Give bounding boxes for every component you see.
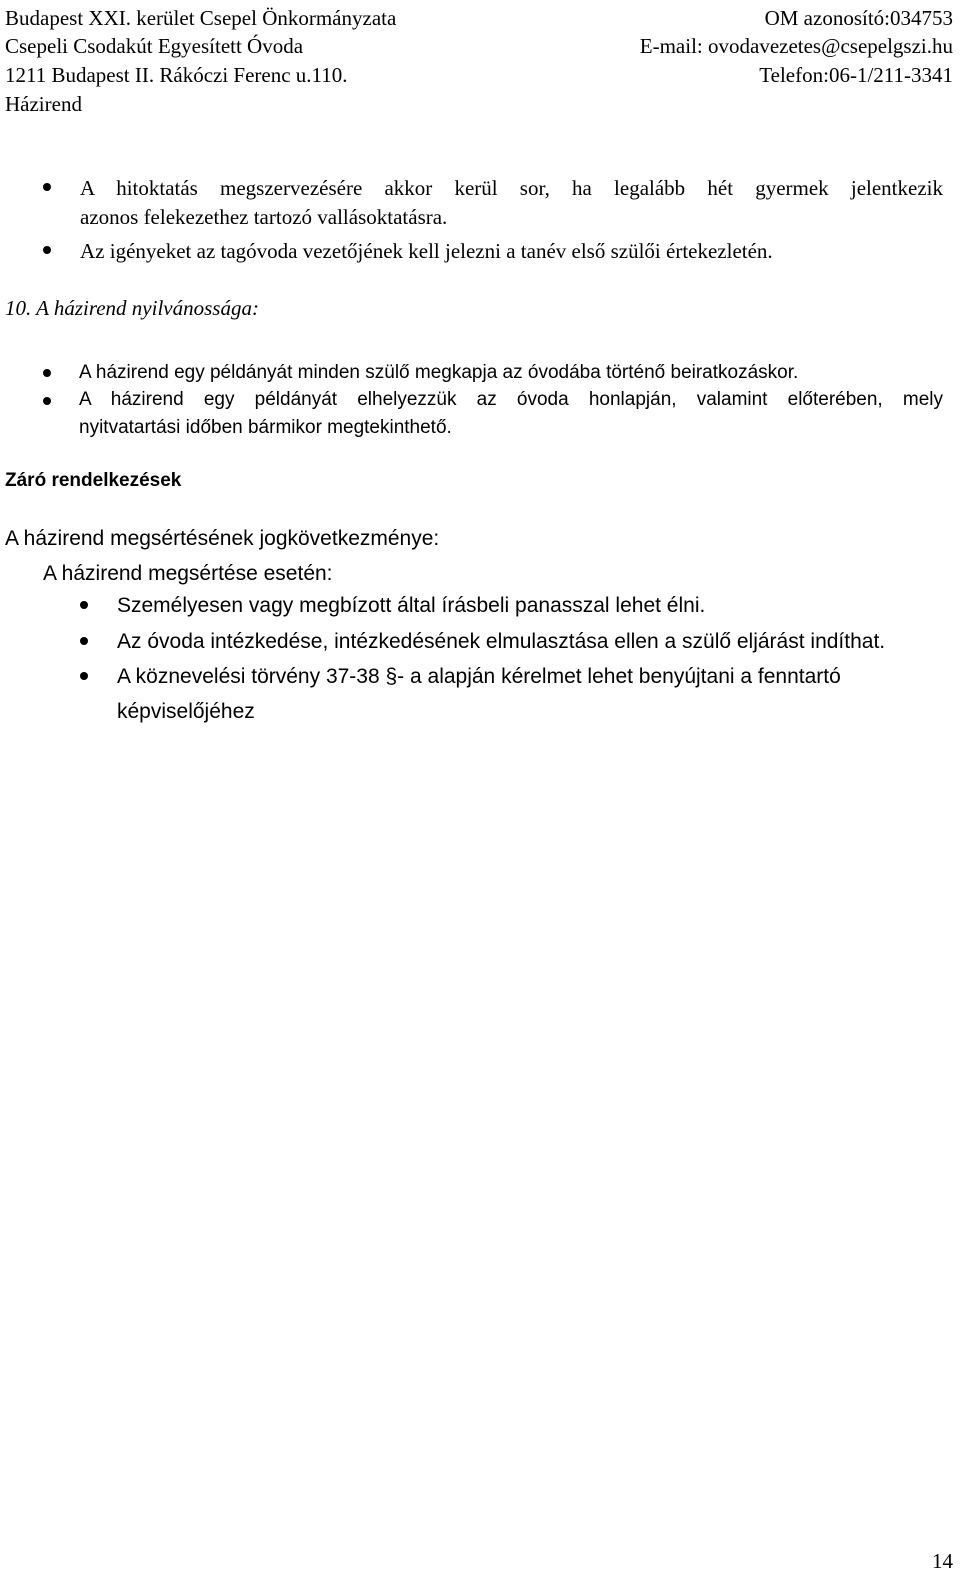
- section-heading-publicity: 10. A házirend nyilvánossága:: [5, 296, 259, 320]
- header-line-3: [5, 60, 953, 90]
- email-address: E-mail: ovodavezetes@csepelgszi.hu: [639, 34, 953, 58]
- om-identifier: OM azonosító:034753: [764, 6, 953, 30]
- consequences-label: A házirend megsértésének jogkövetkezménye:: [5, 527, 440, 550]
- section-heading-closing: Záró rendelkezések: [5, 470, 182, 491]
- document-title: Házirend: [5, 92, 82, 116]
- bullet-icon: [80, 672, 88, 680]
- bullet-icon: [80, 601, 88, 609]
- header-line-2: [5, 31, 953, 61]
- bullet-icon: [80, 637, 88, 645]
- page-number: 14: [932, 1549, 953, 1573]
- list-item-line: Az igényeket az tagóvoda vezetőjének kell jelezni a tanév első szülői értekezletén.: [80, 239, 773, 263]
- header-line-4: [5, 89, 953, 119]
- postal-address: 1211 Budapest II. Rákóczi Ferenc u.110.: [5, 63, 348, 87]
- list-item-line: Az óvoda intézkedése, intézkedésének elmulasztása ellen a szülő eljárást indíthat.: [117, 630, 886, 653]
- violation-label: A házirend megsértése esetén:: [43, 562, 333, 585]
- list-item-line: A hitoktatás megszervezésére akkor kerül sor, ha legalább hét gyermek jelentkezik: [80, 176, 943, 200]
- list-item-line: A házirend egy példányát minden szülő megkapja az óvodába történő beiratkozáskor.: [79, 362, 799, 383]
- list-item-line: azonos felekezethez tartozó vallásoktatásra.: [80, 205, 448, 229]
- list-item-line: Személyesen vagy megbízott által írásbeli panasszal lehet élni.: [117, 594, 706, 617]
- municipality-name: Budapest XXI. kerület Csepel Önkormányzata: [5, 6, 397, 30]
- bullet-icon: [43, 397, 51, 405]
- phone-number: Telefon:06-1/211-3341: [759, 63, 953, 87]
- list-item-line: A házirend egy példányát elhelyezzük az óvoda honlapján, valamint előterében, mely: [79, 389, 943, 410]
- header-line-1: [5, 3, 953, 33]
- bullet-icon: [43, 369, 51, 377]
- list-item-line: képviselőjéhez: [117, 700, 255, 723]
- bullet-icon: [43, 246, 51, 254]
- list-item-line: A köznevelési törvény 37-38 §- a alapján kérelmet lehet benyújtani a fenntartó: [117, 665, 841, 688]
- bullet-icon: [43, 183, 51, 191]
- list-item-line: nyitvatartási időben bármikor megtekinthető.: [79, 417, 452, 438]
- institution-name: Csepeli Csodakút Egyesített Óvoda: [5, 34, 304, 58]
